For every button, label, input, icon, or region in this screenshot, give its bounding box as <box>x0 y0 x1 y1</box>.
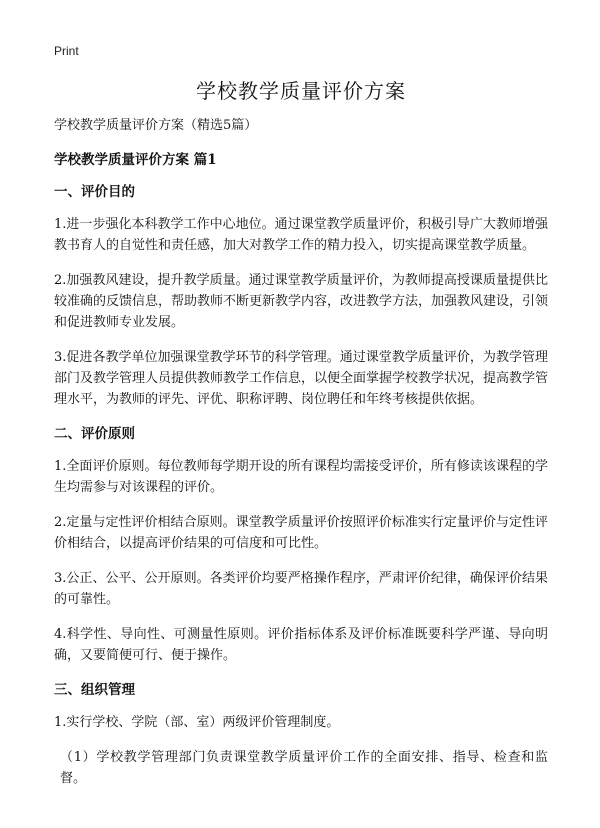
section-heading-evaluation-principles: 二、评价原则 <box>54 426 135 442</box>
print-link[interactable]: Print <box>54 44 79 58</box>
paragraph: 1.进一步强化本科教学工作中心地位。通过课堂教学质量评价，积极引导广大教师增强教书育人的自觉性和责任感，加大对教学工作的精力投入，切实提高课堂教学质量。 <box>54 217 548 253</box>
paragraph: 1.全面评价原则。每位教师每学期开设的所有课程均需接受评价，所有修读该课程的学生均需参与对该课程的评价。 <box>54 459 548 495</box>
section-heading-organization-management: 三、组织管理 <box>54 682 135 698</box>
document-title: 学校教学质量评价方案 <box>196 79 406 103</box>
paragraph: 4.科学性、导向性、可测量性原则。评价指标体系及评价标准既要科学严谨、导向明确，又要简便可行、便于操作。 <box>54 627 548 663</box>
paragraph: 1.实行学校、学院（部、室）两级评价管理制度。 <box>54 715 340 730</box>
paragraph: 2.加强教风建设，提升教学质量。通过课堂教学质量评价，为教师提高授课质量提供比较准确的反馈信息，帮助教师不断更新教学内容，改进教学方法，加强教风建设，引领和促进教师专业发展。 <box>54 273 549 330</box>
section-heading-evaluation-purpose: 一、评价目的 <box>54 184 135 200</box>
document-subtitle: 学校教学质量评价方案（精选5篇） <box>54 118 258 133</box>
paragraph: 2.定量与定性评价相结合原则。课堂教学质量评价按照评价标准实行定量评价与定性评价相结合，以提高评价结果的可信度和可比性。 <box>54 515 548 551</box>
article-heading: 学校教学质量评价方案 篇1 <box>54 152 217 168</box>
paragraph: 3.公正、公平、公开原则。各类评价均要严格操作程序，严肃评价纪律，确保评价结果的可靠性。 <box>54 571 548 607</box>
paragraph: （1）学校教学管理部门负责课堂教学质量评价工作的全面安排、指导、检查和监督。 <box>60 750 548 786</box>
paragraph: 3.促进各教学单位加强课堂教学环节的科学管理。通过课堂教学质量评价，为教学管理部门及教学管理人员提供教师教学工作信息，以便全面掌握学校教学状况，提高教学管理水平，为教师的评先、评优、职称评聘、岗位聘任和年终考核提供依据。 <box>54 350 549 407</box>
